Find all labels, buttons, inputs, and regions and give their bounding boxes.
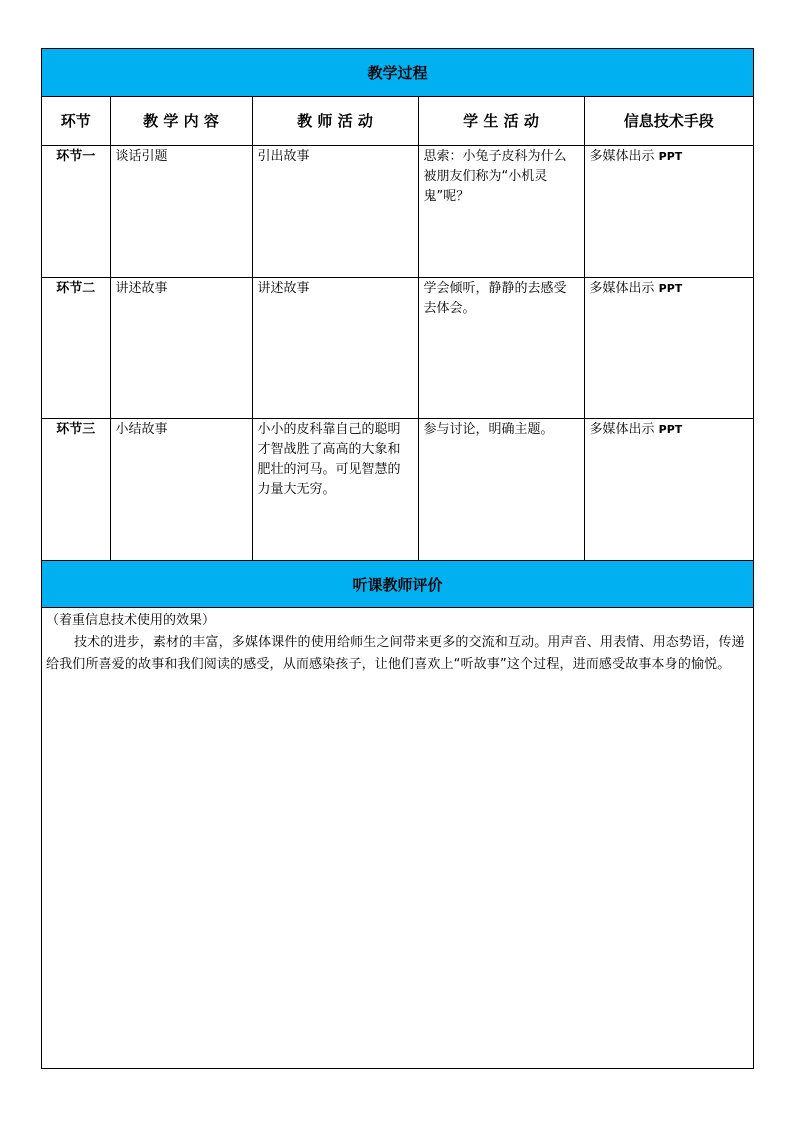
teacher-activity-cell: 讲述故事 [252,277,418,418]
ppt-label: PPT [658,422,683,436]
tech-means-cell [584,418,753,560]
student-activity-cell: 学会倾听，静静的去感受去体会。 [418,277,584,418]
evaluation-box [42,608,753,678]
table-row [42,277,753,418]
tech-text: 多媒体出示 [589,280,655,296]
section-label: 环节三 [42,418,110,560]
evaluation-note: （着重信息技术使用的效果） [46,613,216,628]
ppt-label: PPT [658,281,683,295]
teacher-activity-cell: 引出故事 [252,145,418,277]
header-student-activity: 学 生 活 动 [418,97,584,145]
tech-means-cell [584,277,753,418]
header-section: 环节 [42,97,110,145]
section-label: 环节二 [42,277,110,418]
ppt-label: PPT [658,149,683,163]
tech-text: 多媒体出示 [589,148,655,164]
student-activity-cell: 参与讨论，明确主题。 [418,418,584,560]
header-teacher-activity: 教 师 活 动 [252,97,418,145]
evaluation-body: 技术的进步，素材的丰富，多媒体课件的使用给师生之间带来更多的交流和互动。用声音、用表情、用态势语，传递给我们所喜爱的故事和我们阅读的感受，从而感染孩子，让他们喜欢上“听故事”这个过程，进而感受故事本身的愉悦。 [46,635,745,672]
header-content: 教 学 内 容 [110,97,252,145]
content-cell: 谈话引题 [110,145,252,277]
teacher-activity-cell: 小小的皮科靠自己的聪明才智战胜了高高的大象和肥壮的河马。可见智慧的力量大无穷。 [252,418,418,560]
table-row [42,418,753,560]
content-cell: 讲述故事 [110,277,252,418]
lesson-record-form [41,48,754,1069]
table-header-row [42,97,753,145]
tech-text: 多媒体出示 [589,421,655,437]
section-label: 环节一 [42,145,110,277]
process-section-title: 教学过程 [42,49,753,97]
student-activity-cell: 思索：小兔子皮科为什么被朋友们称为“小机灵鬼”呢？ [418,145,584,277]
table-row [42,145,753,277]
content-cell: 小结故事 [110,418,252,560]
tech-means-cell [584,145,753,277]
header-tech-means: 信息技术手段 [584,97,753,145]
process-table [42,97,753,560]
evaluation-section-title: 听课教师评价 [42,560,753,608]
